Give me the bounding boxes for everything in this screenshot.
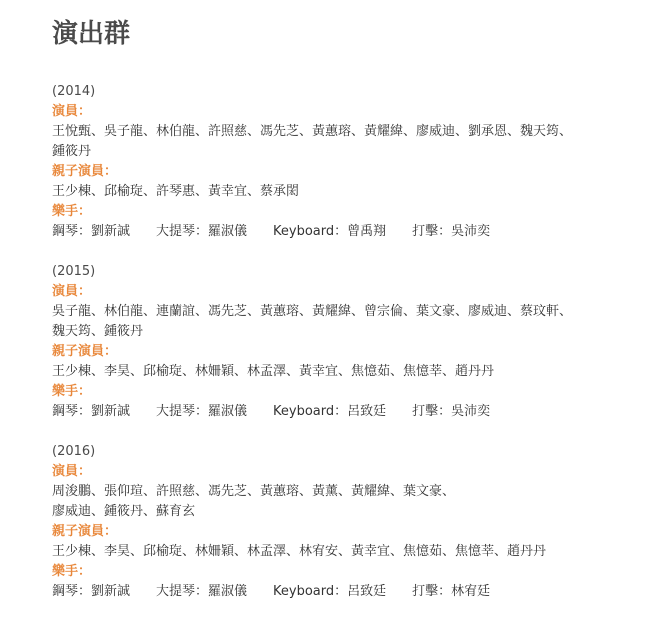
musician-percussion: 打擊：吳沛奕 xyxy=(412,404,491,419)
musician-percussion: 打擊：吳沛奕 xyxy=(412,224,491,239)
year-section-2015 xyxy=(52,262,612,422)
year-section-2014 xyxy=(52,82,612,242)
musician-percussion: 打擊：林宥廷 xyxy=(412,584,491,599)
musicians-list xyxy=(52,222,612,242)
performers-list: 王悅甄、吳子龍、林伯龍、許照慈、馮先芝、黃蕙瑢、黃耀緯、廖威迪、劉承恩、魏天筠、 xyxy=(52,124,573,139)
year-heading: (2016) xyxy=(52,444,96,459)
musician-cello: 大提琴：羅淑儀 xyxy=(156,404,248,419)
musicians-list xyxy=(52,582,612,602)
performers-list: 吳子龍、林伯龍、連蘭誼、馮先芝、黃蕙瑢、黃耀緯、曾宗倫、葉文豪、廖威迪、蔡玟軒、 xyxy=(52,304,573,319)
musician-cello: 大提琴：羅淑儀 xyxy=(156,584,248,599)
year-heading: (2015) xyxy=(52,264,96,279)
musician-piano: 鋼琴：劉新誠 xyxy=(52,224,131,239)
performers-list: 周浚鵬、張仰瑄、許照慈、馮先芝、黃蕙瑢、黃薰、黃耀緯、葉文豪、 xyxy=(52,484,456,499)
musicians-label: 樂手： xyxy=(52,384,92,399)
year-heading: (2014) xyxy=(52,84,96,99)
musician-cello: 大提琴：羅淑儀 xyxy=(156,224,248,239)
kids-label: 親子演員： xyxy=(52,524,118,539)
kids-list: 王少棟、李昊、邱榆琁、林姍穎、林孟澤、黃幸宜、焦憶茹、焦憶莘、趙丹丹 xyxy=(52,364,495,379)
musician-keyboard: Keyboard：呂致廷 xyxy=(273,404,387,419)
musician-keyboard: Keyboard：呂致廷 xyxy=(273,584,387,599)
performers-label: 演員： xyxy=(52,104,92,119)
performers-label: 演員： xyxy=(52,284,92,299)
musician-piano: 鋼琴：劉新誠 xyxy=(52,404,131,419)
performers-list-cont: 魏天筠、鍾筱丹 xyxy=(52,324,144,339)
musicians-label: 樂手： xyxy=(52,564,92,579)
kids-list: 王少棟、李昊、邱榆琁、林姍穎、林孟澤、林宥安、黃幸宜、焦憶茹、焦憶莘、趙丹丹 xyxy=(52,544,547,559)
kids-label: 親子演員： xyxy=(52,344,118,359)
performers-list-cont: 廖威迪、鍾筱丹、蘇育玄 xyxy=(52,504,196,519)
year-section-2016 xyxy=(52,442,612,602)
performers-list-cont: 鍾筱丹 xyxy=(52,144,92,159)
kids-label: 親子演員： xyxy=(52,164,118,179)
musician-piano: 鋼琴：劉新誠 xyxy=(52,584,131,599)
page-title: 演出群 xyxy=(52,19,131,49)
kids-list: 王少棟、邱榆琁、許琴惠、黃幸宜、蔡承閎 xyxy=(52,184,300,199)
musicians-list xyxy=(52,402,612,422)
musicians-label: 樂手： xyxy=(52,204,92,219)
musician-keyboard: Keyboard：曾禹翔 xyxy=(273,224,387,239)
performers-label: 演員： xyxy=(52,464,92,479)
